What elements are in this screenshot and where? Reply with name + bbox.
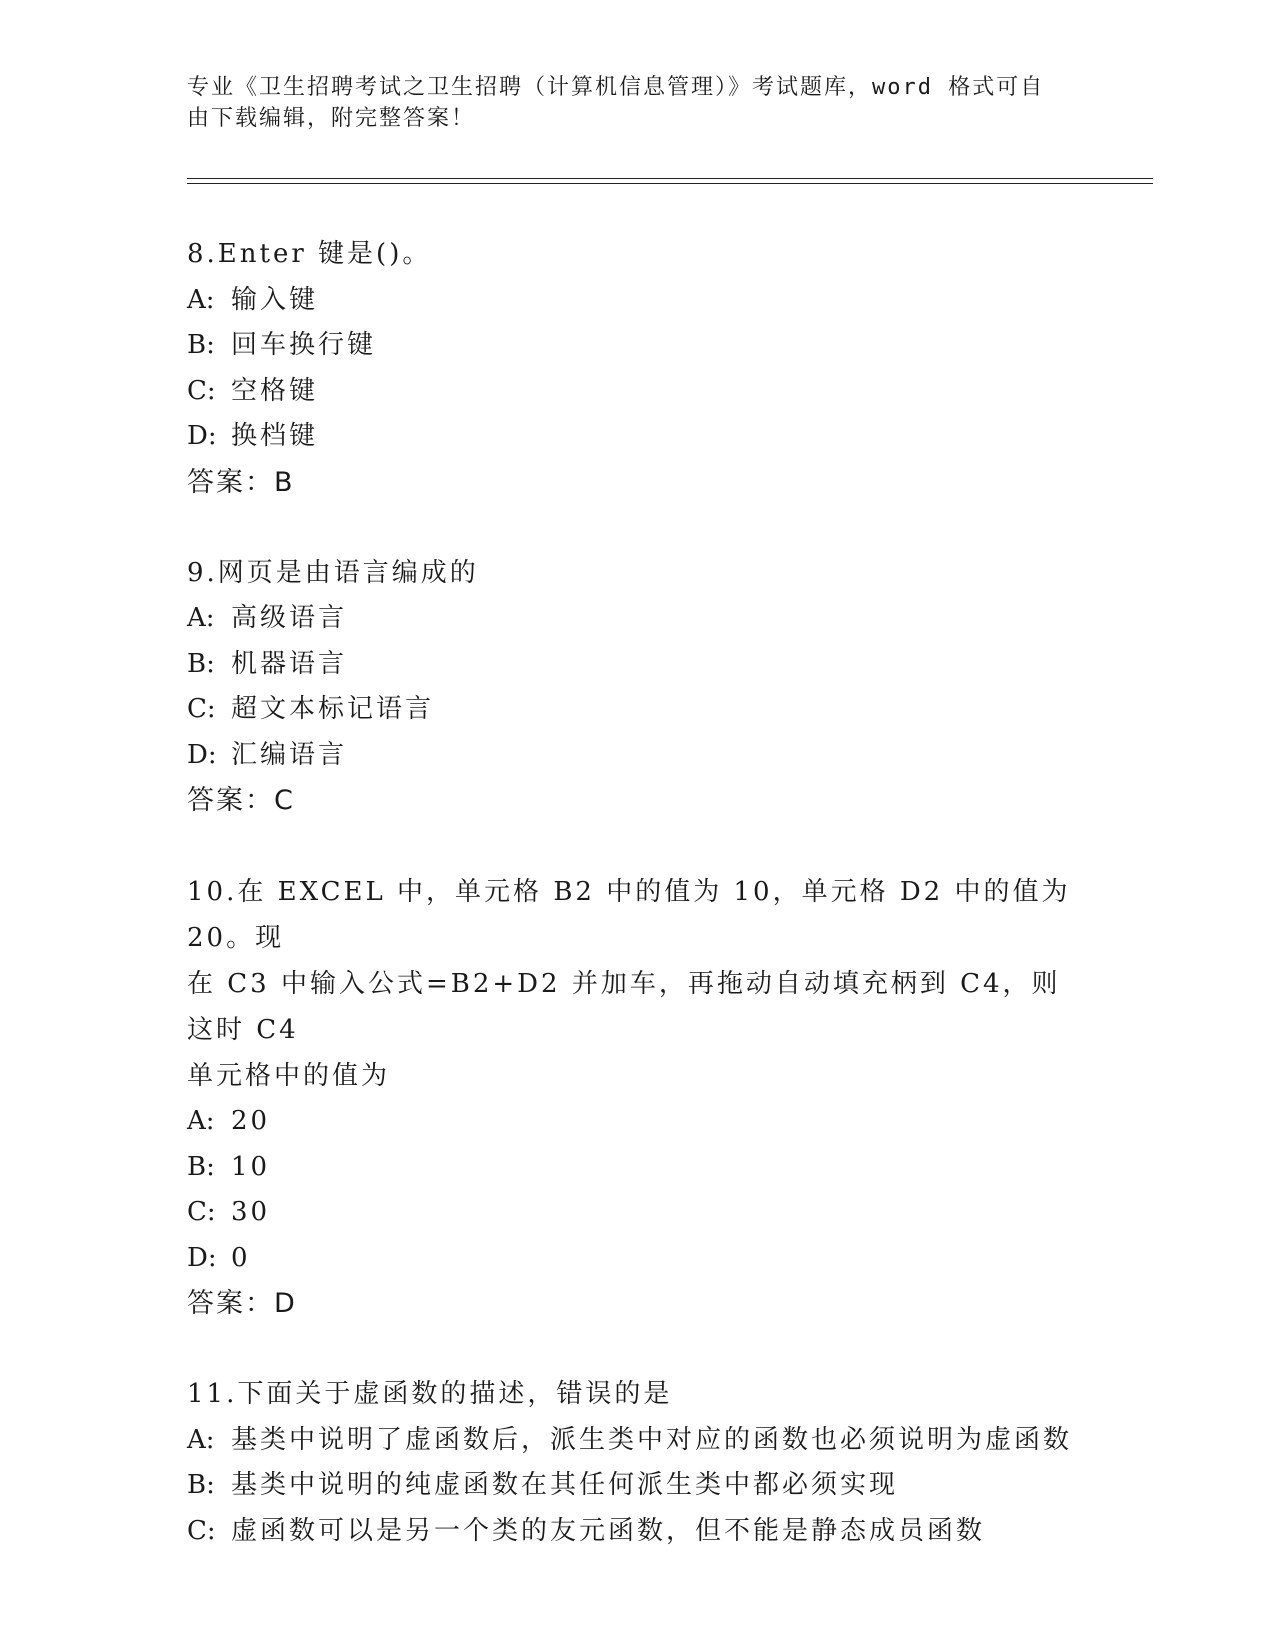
option-label: B: — [187, 648, 215, 679]
question-stem: 9.网页是由语言编成的 — [187, 557, 479, 588]
option-text: 10 — [231, 1151, 271, 1182]
option-text: 空格键 — [231, 375, 319, 406]
option-text: 换档键 — [231, 421, 319, 451]
option-c — [187, 1190, 1087, 1236]
option-text: 超文本标记语言 — [231, 694, 435, 724]
option-label: A: — [187, 603, 215, 633]
option-c — [187, 369, 1087, 415]
option-label: C: — [187, 375, 216, 406]
option-text: 高级语言 — [231, 603, 348, 633]
question-stem-line-2: 在 C3 中输入公式=B2+D2 并加车，再拖动自动填充柄到 C4，则这时 C4 — [187, 969, 1061, 1045]
question-8 — [187, 232, 1087, 505]
header-divider-bottom — [187, 183, 1153, 184]
option-a — [187, 1099, 1087, 1145]
option-d — [187, 414, 1087, 460]
option-label: B: — [187, 330, 215, 360]
option-b — [187, 1145, 1087, 1191]
option-label: A: — [187, 284, 215, 315]
answer-line: 答案：B — [187, 466, 295, 498]
option-label: D: — [187, 739, 217, 770]
question-11 — [187, 1372, 1087, 1554]
option-c — [187, 687, 1087, 733]
option-c — [187, 1509, 1087, 1555]
option-text: 基类中说明了虚函数后，派生类中对应的函数也必须说明为虚函数 — [231, 1424, 1073, 1455]
question-stem: 11.下面关于虚函数的描述，错误的是 — [187, 1379, 673, 1409]
option-text: 虚函数可以是另一个类的友元函数，但不能是静态成员函数 — [231, 1515, 986, 1546]
question-stem-line-3: 单元格中的值为 — [187, 1061, 391, 1091]
option-text: 30 — [231, 1197, 271, 1227]
option-text: 输入键 — [231, 284, 319, 315]
option-text: 汇编语言 — [231, 739, 348, 770]
document-header — [187, 72, 1087, 134]
option-label: C: — [187, 1197, 216, 1227]
option-label: A: — [187, 1424, 215, 1455]
option-a — [187, 596, 1087, 642]
option-b — [187, 1463, 1087, 1509]
option-label: B: — [187, 1470, 215, 1500]
option-label: B: — [187, 1151, 215, 1182]
question-stem-line-1: 10.在 EXCEL 中，单元格 B2 中的值为 10，单元格 D2 中的值为 20。现 — [187, 877, 1082, 953]
option-text: 20 — [231, 1106, 271, 1136]
option-label: D: — [187, 421, 217, 451]
option-text: 机器语言 — [231, 648, 348, 679]
option-label: A: — [187, 1106, 215, 1136]
question-10 — [187, 869, 1087, 1326]
option-d — [187, 733, 1087, 779]
header-line-2: 由下载编辑，附完整答案！ — [187, 106, 476, 131]
option-text: 0 — [231, 1242, 251, 1273]
option-text: 回车换行键 — [231, 330, 377, 360]
option-d — [187, 1236, 1087, 1282]
answer-line: 答案：C — [187, 785, 295, 816]
option-label: D: — [187, 1242, 217, 1273]
option-a — [187, 1418, 1087, 1464]
option-label: C: — [187, 1515, 216, 1546]
question-stem: 8.Enter 键是()。 — [187, 239, 432, 269]
option-label: C: — [187, 694, 216, 724]
answer-line: 答案：D — [187, 1288, 297, 1319]
option-text: 基类中说明的纯虚函数在其任何派生类中都必须实现 — [231, 1470, 899, 1500]
option-b — [187, 642, 1087, 688]
question-9 — [187, 551, 1087, 824]
option-b — [187, 323, 1087, 369]
question-list — [187, 232, 1087, 1600]
header-line-1: 专业《卫生招聘考试之卫生招聘（计算机信息管理）》考试题库，word 格式可自 — [187, 75, 1045, 100]
option-a — [187, 278, 1087, 324]
header-divider-top — [187, 178, 1153, 179]
